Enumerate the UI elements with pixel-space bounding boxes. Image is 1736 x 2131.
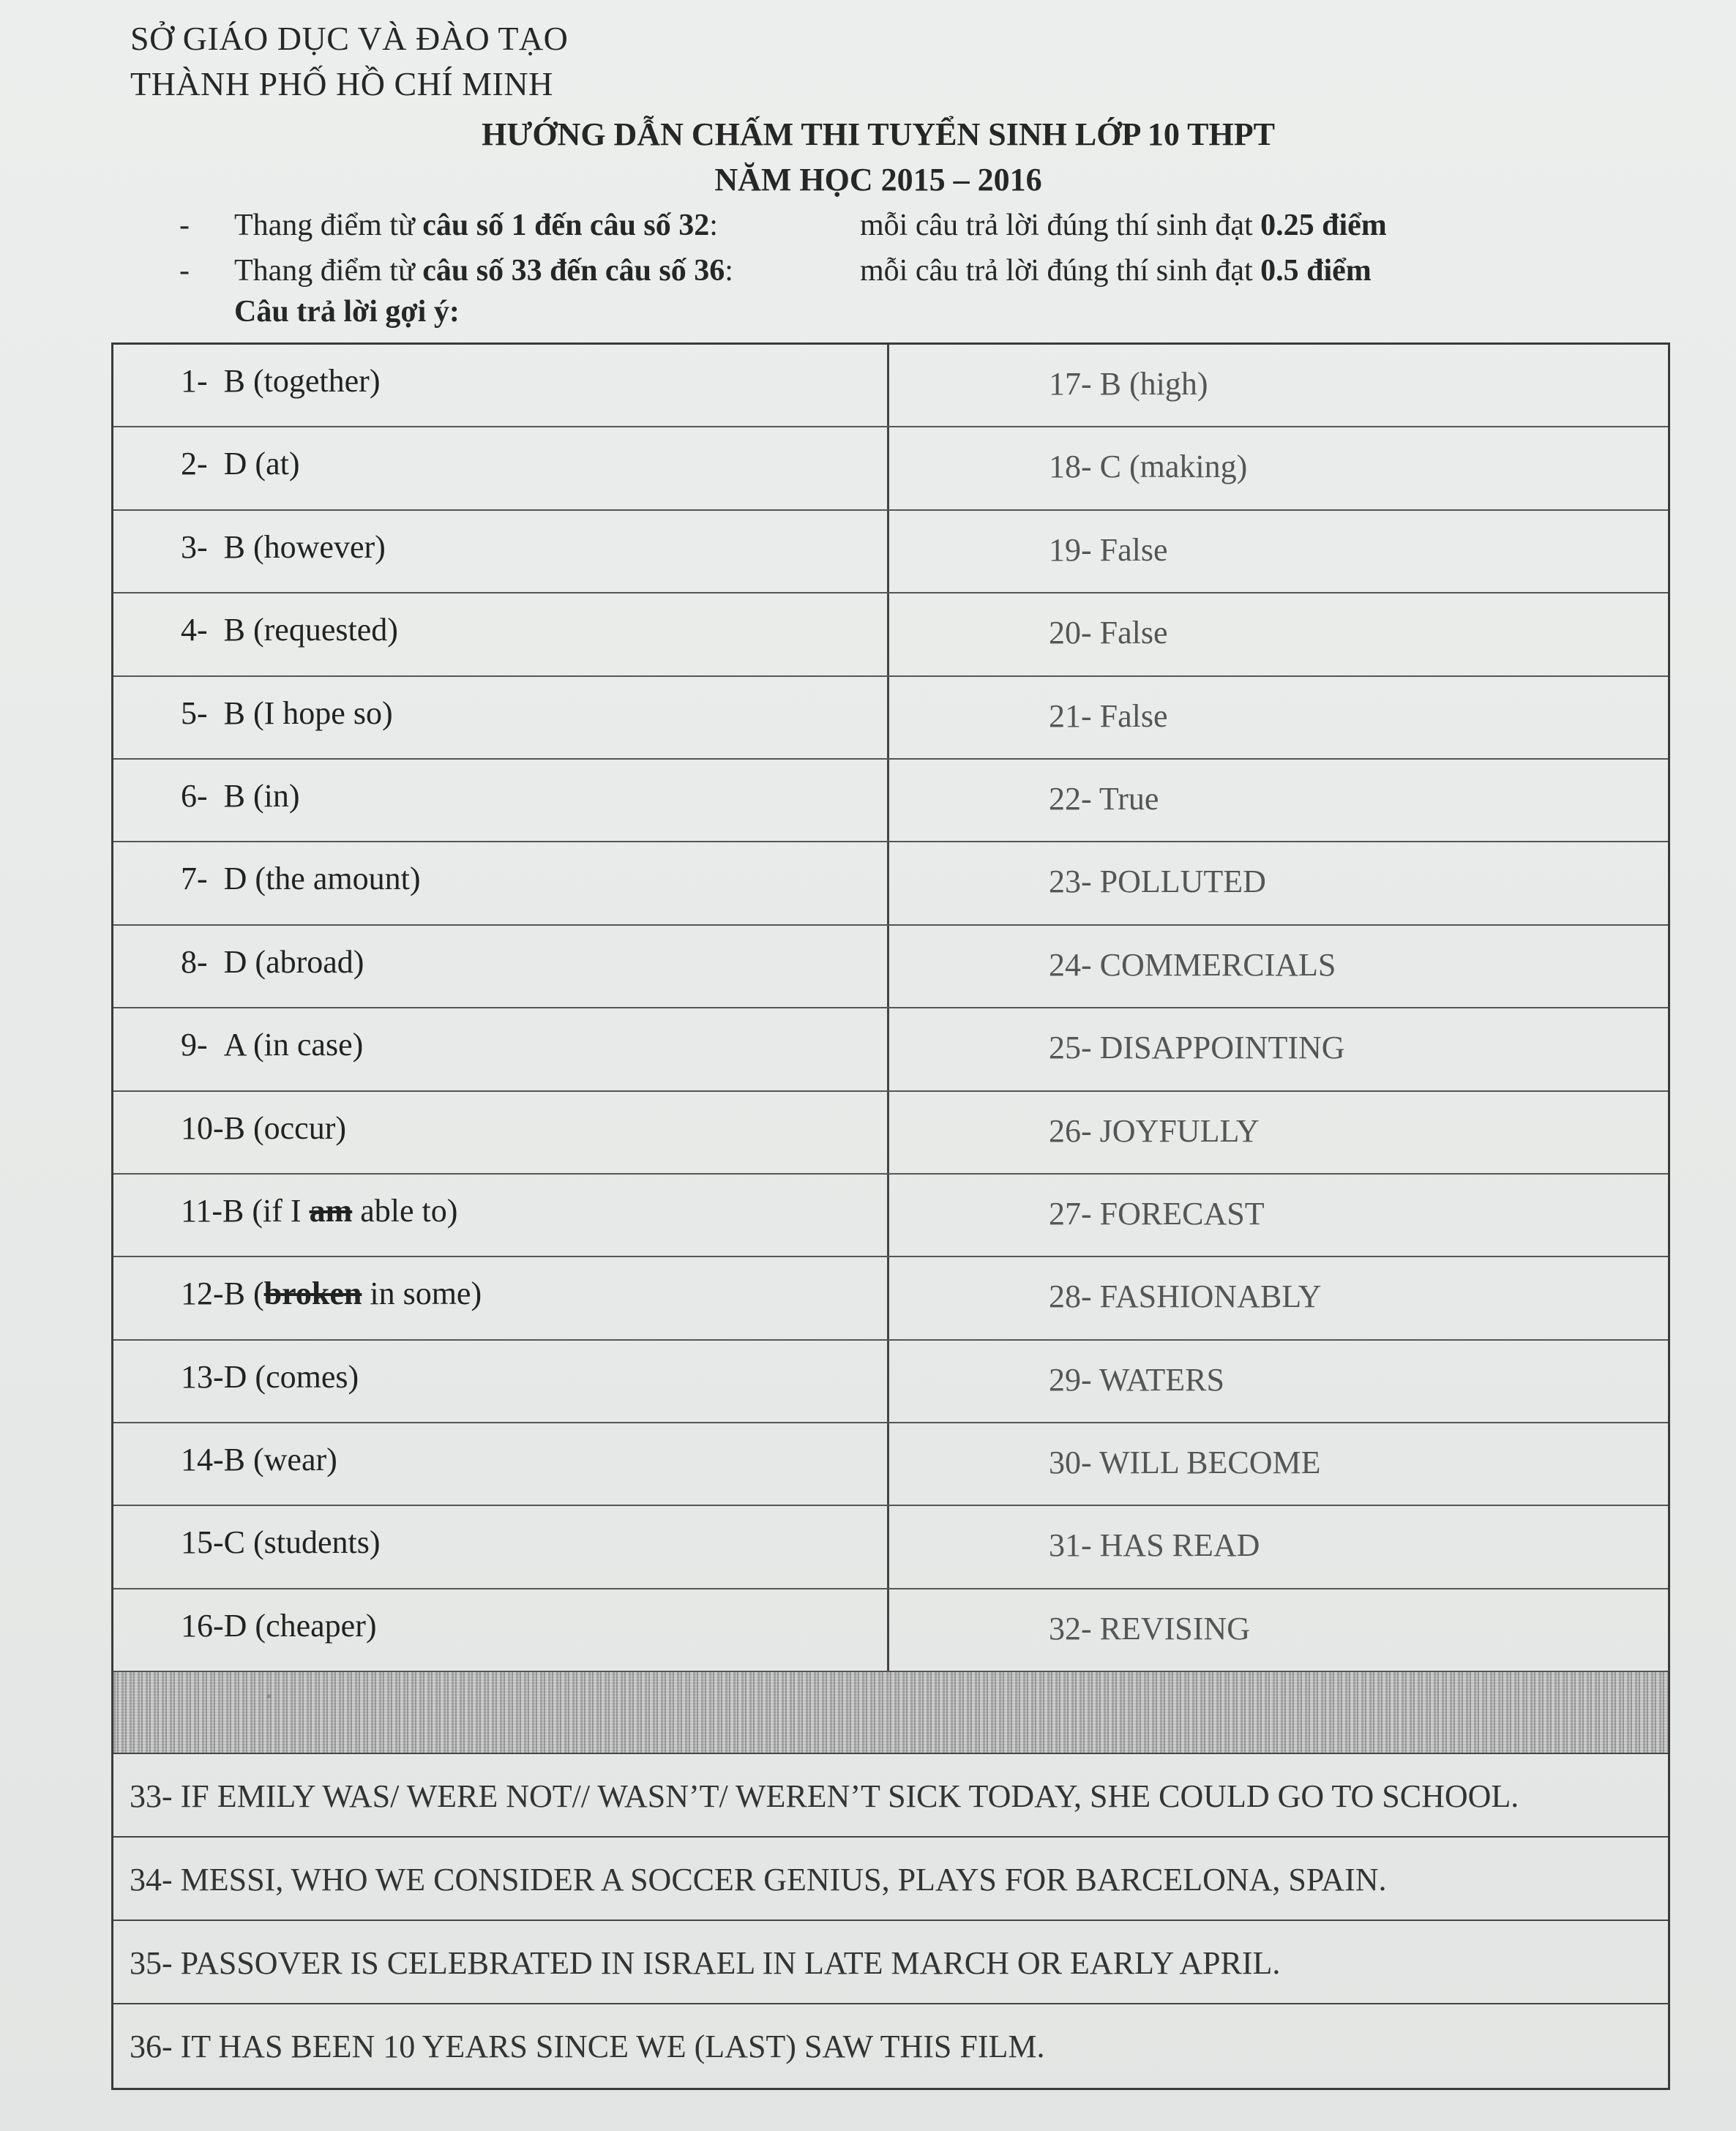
answer-cell-right: 19- False bbox=[1049, 531, 1168, 568]
answer-cell-right: 17- B (high) bbox=[1049, 366, 1208, 402]
answer-text: A (in case) bbox=[223, 1027, 364, 1063]
answer-number: 5- bbox=[181, 694, 208, 731]
answer-number: 14- bbox=[181, 1442, 224, 1478]
answer-number: 12- bbox=[181, 1276, 224, 1312]
answer-text: B (I hope so) bbox=[223, 694, 393, 731]
answer-text: D (comes) bbox=[223, 1358, 359, 1395]
rule-colon: : bbox=[725, 254, 733, 288]
answer-row bbox=[113, 427, 1668, 510]
rule-description: mỗi câu trả lời đúng thí sinh đạt bbox=[860, 254, 1253, 288]
suggested-answers-label: Câu trả lời gợi ý: bbox=[234, 295, 460, 329]
answer-cell-right: 24- COMMERCIALS bbox=[1049, 946, 1336, 983]
answer-cell-right: 18- C (making) bbox=[1049, 449, 1248, 485]
answer-text: D (at) bbox=[223, 446, 300, 482]
answer-row-long: 35- PASSOVER IS CELEBRATED IN ISRAEL IN LATE MARCH OR EARLY APRIL. bbox=[113, 1921, 1668, 2004]
answer-cell-left bbox=[113, 1341, 889, 1422]
answer-row bbox=[113, 926, 1668, 1008]
rule-range: câu số 33 đến câu số 36 bbox=[422, 254, 725, 288]
rule-prefix: Thang điểm từ bbox=[234, 209, 415, 242]
answer-cell-left bbox=[113, 593, 889, 675]
rule-dash: - bbox=[179, 209, 190, 242]
answer-cell-left bbox=[113, 677, 889, 758]
answer-cell-right: 31- HAS READ bbox=[1049, 1527, 1260, 1564]
answer-row bbox=[113, 1589, 1668, 1672]
answer-row bbox=[113, 1423, 1668, 1506]
department-line-1: SỞ GIÁO DỤC VÀ ĐÀO TẠO bbox=[130, 20, 569, 57]
answer-text: B (wear) bbox=[223, 1442, 337, 1478]
answer-text: C (students) bbox=[223, 1524, 381, 1561]
answer-text: B (requested) bbox=[223, 612, 398, 648]
answer-cell-left bbox=[113, 1175, 889, 1256]
answer-text: B (if I bbox=[222, 1192, 310, 1229]
answer-cell-left bbox=[113, 1008, 889, 1090]
answer-row-long: 34- MESSI, WHO WE CONSIDER A SOCCER GENIUS, PLAYS FOR BARCELONA, SPAIN. bbox=[113, 1838, 1668, 1921]
answer-cell-right: 32- REVISING bbox=[1049, 1610, 1250, 1647]
struck-word: broken bbox=[263, 1276, 362, 1312]
rule-prefix: Thang điểm từ bbox=[234, 254, 415, 288]
answer-row bbox=[113, 760, 1668, 842]
answer-cell-left bbox=[113, 842, 889, 924]
answer-number: 6- bbox=[181, 777, 208, 814]
answer-cell-left bbox=[113, 345, 889, 426]
answer-row-long: 33- IF EMILY WAS/ WERE NOT// WASN’T/ WEREN’T SICK TODAY, SHE COULD GO TO SCHOOL. bbox=[113, 1754, 1668, 1838]
answer-cell-left bbox=[113, 1092, 889, 1173]
answer-number: 1- bbox=[181, 363, 208, 399]
answer-cell-right: 29- WATERS bbox=[1049, 1361, 1224, 1398]
answer-cell-right: 30- WILL BECOME bbox=[1049, 1445, 1321, 1481]
answer-cell-right: 25- DISAPPOINTING bbox=[1049, 1030, 1345, 1066]
answer-row bbox=[113, 511, 1668, 593]
two-column-answers bbox=[113, 345, 1668, 1672]
rule-description: mỗi câu trả lời đúng thí sinh đạt bbox=[860, 209, 1253, 242]
answer-row bbox=[113, 593, 1668, 676]
answer-cell-left bbox=[113, 427, 889, 509]
answer-text: D (the amount) bbox=[223, 861, 421, 897]
answer-text: able to) bbox=[352, 1192, 458, 1229]
rule-range: câu số 1 đến câu số 32 bbox=[422, 209, 710, 242]
answer-number: 2- bbox=[181, 446, 208, 482]
answer-number: 10- bbox=[181, 1109, 224, 1146]
answer-number: 4- bbox=[181, 612, 208, 648]
answer-row-long: 36- IT HAS BEEN 10 YEARS SINCE WE (LAST) SAW THIS FILM. bbox=[130, 2029, 1045, 2065]
answer-cell-left bbox=[113, 1423, 889, 1505]
answer-cell-right: 27- FORECAST bbox=[1049, 1195, 1265, 1232]
answer-number: 11- bbox=[181, 1192, 223, 1229]
answer-number: 16- bbox=[181, 1607, 224, 1644]
answer-row bbox=[113, 1341, 1668, 1423]
answer-text: D (abroad) bbox=[223, 943, 364, 980]
answer-cell-left bbox=[113, 760, 889, 841]
answer-cell-right: 22- True bbox=[1049, 780, 1159, 817]
answer-row bbox=[113, 345, 1668, 427]
answer-cell-left bbox=[113, 1506, 889, 1587]
answer-row bbox=[113, 1092, 1668, 1175]
answer-cell-left bbox=[113, 926, 889, 1007]
answer-row bbox=[113, 677, 1668, 760]
answer-cell-right: 26- JOYFULLY bbox=[1049, 1112, 1260, 1149]
answer-row bbox=[113, 1506, 1668, 1589]
answer-text: B (however) bbox=[223, 528, 386, 565]
smudged-separator-row bbox=[113, 1672, 1668, 1754]
answer-number: 15- bbox=[181, 1524, 224, 1561]
answer-number: 8- bbox=[181, 943, 208, 980]
answer-text: in some) bbox=[362, 1276, 482, 1312]
rule-points: 0.25 điểm bbox=[1260, 209, 1387, 242]
answer-table bbox=[111, 342, 1670, 2090]
struck-word: am bbox=[309, 1192, 353, 1229]
department-line-2: THÀNH PHỐ HỒ CHÍ MINH bbox=[130, 65, 553, 102]
answer-row bbox=[113, 1175, 1668, 1257]
answer-text: B (in) bbox=[223, 777, 300, 814]
answer-cell-right: 20- False bbox=[1049, 615, 1168, 651]
answer-text: B ( bbox=[223, 1276, 264, 1312]
answer-text: B (together) bbox=[223, 363, 381, 399]
document-title: HƯỚNG DẪN CHẤM THI TUYỂN SINH LỚP 10 THPT bbox=[482, 116, 1275, 152]
answer-cell-right: 28- FASHIONABLY bbox=[1049, 1278, 1322, 1315]
answer-row bbox=[113, 1008, 1668, 1091]
rule-dash: - bbox=[179, 254, 190, 288]
answer-cell-left bbox=[113, 1257, 889, 1338]
answer-text: D (cheaper) bbox=[223, 1607, 377, 1644]
answer-cell-right: 21- False bbox=[1049, 697, 1168, 734]
answer-row bbox=[113, 842, 1668, 925]
answer-number: 3- bbox=[181, 528, 208, 565]
answer-text: B (occur) bbox=[223, 1109, 347, 1146]
rule-colon: : bbox=[709, 209, 718, 242]
school-year: NĂM HỌC 2015 – 2016 bbox=[714, 162, 1042, 198]
answer-number: 9- bbox=[181, 1027, 208, 1063]
answer-cell-right: 23- POLLUTED bbox=[1049, 864, 1266, 900]
rule-points: 0.5 điểm bbox=[1260, 254, 1372, 288]
answer-cell-left bbox=[113, 511, 889, 592]
answer-number: 7- bbox=[181, 861, 208, 897]
answer-number: 13- bbox=[181, 1358, 224, 1395]
answer-row bbox=[113, 1257, 1668, 1340]
answer-cell-left bbox=[113, 1589, 889, 1671]
